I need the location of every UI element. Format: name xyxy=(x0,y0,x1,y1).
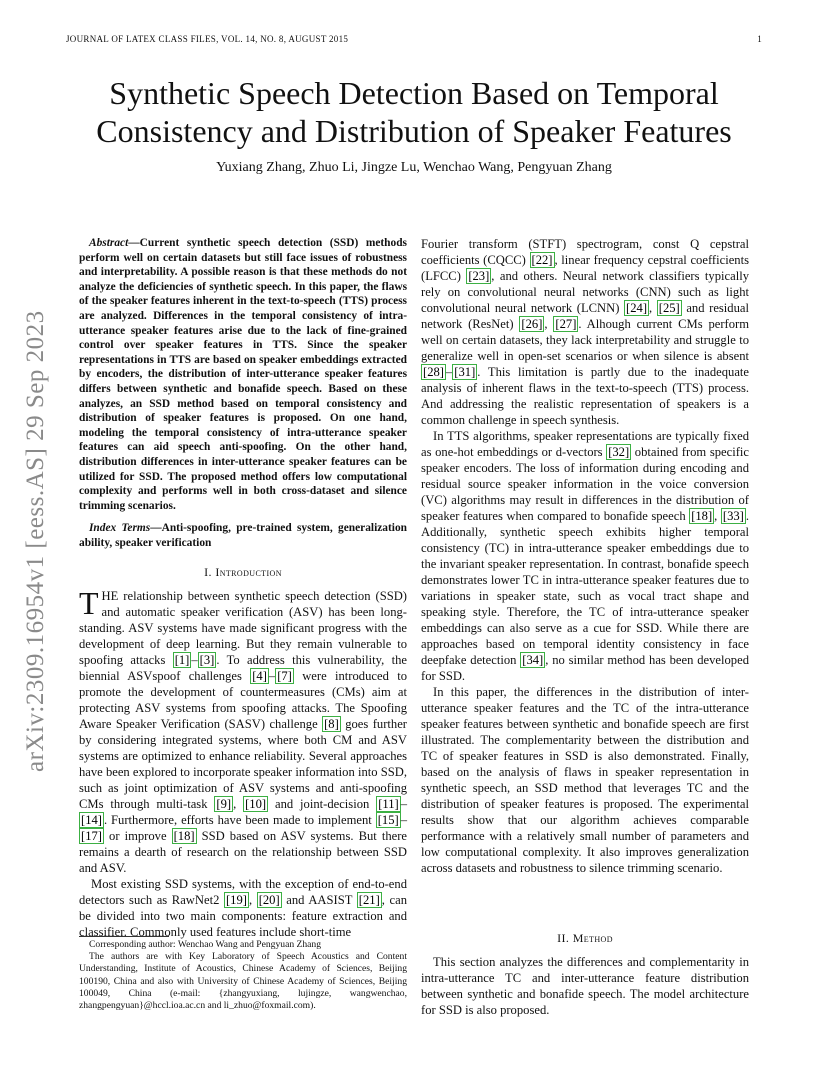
title-line-2: Consistency and Distribution of Speaker Features xyxy=(96,113,732,149)
citation-link[interactable]: [20] xyxy=(258,893,280,908)
text-run: SSD based on ASV systems. But there remains a dearth of research on the relationship between SSD and ASV. xyxy=(79,829,407,876)
text-run: , xyxy=(544,317,554,331)
citation-link[interactable]: [23] xyxy=(468,269,490,283)
citation-link[interactable]: [18] xyxy=(691,509,713,523)
abstract xyxy=(79,236,407,513)
citation-link[interactable]: [10] xyxy=(245,797,267,812)
right-column xyxy=(421,236,749,876)
right-paragraph-1 xyxy=(421,236,749,428)
text-run: , xyxy=(233,797,244,812)
text-run: Most existing SSD systems, with the exception of end-to-end detectors such as RawNet2 xyxy=(79,877,407,908)
text-run: . Furthermore, efforts have been made to implement xyxy=(103,813,376,828)
drop-cap: T xyxy=(79,585,99,622)
citation-link[interactable]: [4] xyxy=(252,669,267,684)
abstract-lead: Abstract xyxy=(89,237,129,249)
text-run: goes further by considering integrated systems, where both CM and ASV systems are optimized to enhance reliability. Several approaches have been explored to incorporate speaker information into SSD, such as joint optimization of ASV systems and anti-spoofing CMs through multi-task xyxy=(79,717,407,812)
text-run: HE relationship between synthetic speech detection (SSD) and automatic speaker verification (ASV) has been long-standing. ASV systems have made significant progress with the development of deep learning. But they remain vulnerable to spoofing attacks xyxy=(79,589,407,668)
text-run: , no similar method has been developed for SSD. xyxy=(421,653,749,683)
citation-link[interactable]: [7] xyxy=(277,669,292,684)
citation-link[interactable]: [33] xyxy=(722,509,744,523)
citation-link[interactable]: [27] xyxy=(555,317,577,331)
citation-link[interactable]: [25] xyxy=(658,301,680,315)
citation-link[interactable]: [18] xyxy=(173,829,195,844)
text-run: . To address this vulnerability, the biennial ASVspoof challenges xyxy=(79,653,408,684)
citation-link[interactable]: [9] xyxy=(216,797,232,812)
right-paragraph-2 xyxy=(421,428,749,684)
text-run: were introduced to promote the development of countermeasures (CMs) aim at protecting ASV systems from spoofing attacks. The Spoofing Aware Speaker Verification (SASV) challenge xyxy=(79,669,407,732)
text-run: , can be divided into two main components: feature extraction and classifier. Commonly used features include short-time xyxy=(79,893,407,940)
text-run: . Additionally, synthetic speech exhibits higher temporal consistency (TC) in intra-utterance speaker embeddings due to the invariant speaker representation. In contrast, bonafide speech demonstrates lower TC in intra-utterance speaker features due to variations in speaker state, such as vocal tract shape and speaking style. Therefore, the TC of intra-utterance speaker embeddings can also serve as a cue for SSD. While there are approaches based on temporal identity consistency in face deepfake detection xyxy=(421,509,750,667)
running-header xyxy=(66,34,762,48)
citation-link[interactable]: [3] xyxy=(199,653,215,668)
text-run: , xyxy=(248,893,257,908)
text-run: and residual network (ResNet) xyxy=(421,301,749,331)
index-terms-text: —Anti-spoofing, pre-trained system, generalization ability, speaker verification xyxy=(79,522,407,549)
footnote-divider xyxy=(79,936,169,937)
left-column xyxy=(79,236,407,940)
text-run: , linear frequency cepstral coefficients (LFCC) xyxy=(421,253,749,283)
arxiv-stamp: arXiv:2309.16954v1 [eess.AS] 29 Sep 2023 xyxy=(22,310,49,772)
citation-link[interactable]: [24] xyxy=(626,301,648,315)
section-heading-method xyxy=(421,930,749,946)
citation-link[interactable]: [19] xyxy=(225,893,247,908)
paper-title xyxy=(60,74,768,150)
index-terms-lead: Index Terms xyxy=(89,522,151,535)
author-list: Yuxiang Zhang, Zhuo Li, Jingze Lu, Wenchao Wang, Pengyuan Zhang xyxy=(216,160,612,175)
text-run: . Alhough current CMs perform well on certain datasets, they lack interpretability and struggle to generalize well in open-set scenarios or when silence is absent xyxy=(421,317,750,363)
footnote-affiliation: The authors are with Key Laboratory of Speech Acoustics and Content Understanding, Institute of Acoustics, Chinese Academy of Sciences, Beijing 100190, China and also with University of Chinese Academy of Sciences, Beijing 100049, China (e-mail: {zhangyuxiang, lujingze, wangwenchao, zhangpengyuan}@hccl.ioa.ac.cn and li_zhuo@foxmail.com). xyxy=(79,951,407,1012)
citation-link[interactable]: [22] xyxy=(531,253,553,267)
section-title: Method xyxy=(572,931,613,945)
citation-link[interactable]: [1] xyxy=(174,653,190,668)
text-run: , xyxy=(649,301,657,315)
index-terms xyxy=(79,521,407,550)
section-number: II. xyxy=(557,931,570,945)
section-number: I. xyxy=(204,565,212,580)
text-run: – xyxy=(400,797,407,812)
method-paragraph-1: This section analyzes the differences and complementarity in intra-utterance TC and inter-utterance feature distribution between synthetic and bonafide speech. The model architecture for SSD is also proposed. xyxy=(421,955,749,1017)
citation-link[interactable]: [31] xyxy=(454,365,476,379)
footnote-corresponding: Corresponding author: Wenchao Wang and Pengyuan Zhang xyxy=(89,939,322,950)
page-number: 1 xyxy=(757,34,762,44)
citation-link[interactable]: [34] xyxy=(522,653,544,667)
text-run: – xyxy=(400,813,407,828)
right-paragraph-3: In this paper, the differences in the distribution of inter-utterance speaker features and the TC of the intra-utterance speaker features between synthetic and bonafide speech are first illustrated. The complementarity between the distribution and TC of speaker features in SSD is also demonstrated. Finally, based on the analysis of flaws in speaker representation in synthetic speech, an SSD method that leverages TC and the distribution of speaker features is proposed. The experimental results show that our algorithm achieves comparable performance with a relatively small number of parameters and low computational complexity. It also improves generalization across datasets and robustness to silence trimming scenario. xyxy=(421,685,749,875)
text-run: and AASIST xyxy=(281,893,357,908)
text-run: or improve xyxy=(103,829,172,844)
text-run: – xyxy=(268,669,276,684)
citation-link[interactable]: [14] xyxy=(81,813,102,828)
intro-paragraph-1 xyxy=(79,585,408,876)
method-section xyxy=(421,918,749,1018)
citation-link[interactable]: [17] xyxy=(81,829,102,844)
text-run: In TTS algorithms, speaker representations are typically fixed as one-hot embeddings or d-vectors xyxy=(421,429,749,459)
citation-link[interactable]: [32] xyxy=(608,445,630,459)
section-title: Introduction xyxy=(215,565,282,580)
text-run: – xyxy=(191,653,198,668)
text-run: , and others. Neural network classifiers typically rely on convolutional neural networks (CNN) such as light convolutional neural network (LCNN) xyxy=(421,269,749,315)
text-run: Fourier transform (STFT) spectrogram, const Q cepstral coefficients (CQCC) xyxy=(421,237,749,267)
text-run: . This limitation is partly due to the inadequate analysis of inherent flaws in the text-to-speech (TTS) process. And addressing the realistic representation of speakers is a common challenge in speech synthesis. xyxy=(421,365,749,427)
citation-link[interactable]: [8] xyxy=(324,717,339,732)
title-line-1: Synthetic Speech Detection Based on Temporal xyxy=(109,75,719,111)
intro-paragraph-2 xyxy=(79,876,407,940)
text-run: – xyxy=(445,365,453,379)
journal-name: JOURNAL OF LATEX CLASS FILES, VOL. 14, NO. 8, AUGUST 2015 xyxy=(66,34,349,44)
citation-link[interactable]: [15] xyxy=(377,813,399,828)
citation-link[interactable]: [11] xyxy=(378,797,399,812)
section-heading-introduction xyxy=(79,564,407,580)
footnotes xyxy=(79,939,407,1012)
abstract-text: —Current synthetic speech detection (SSD) methods perform well on certain datasets but still face issues of robustness and interpretability. A possible reason is that these methods do not analyze the deficiencies of synthetic speech. In this paper, the flaws of the speaker features inherent in the text-to-speech (TTS) process are analyzed. Differences in the temporal consistency of intra-utterance speaker features arise due to the lack of fine-grained control over speaker features in TTS. Since the speaker representations in TTS are based on speaker embeddings extracted by encoders, the distribution of inter-utterance speaker features differs between synthetic and bonafide speech. Based on these analyzes, an SSD method based on temporal consistency and distribution of speaker features is proposed. On one hand, modeling the temporal consistency of intra-utterance speaker features can aid speech anti-spoofing. On the other hand, distribution differences in inter-utterance speaker features can be utilized for SSD. The proposed method offers low computational complexity and performs well in both cross-dataset and silence trimming scenarios. xyxy=(79,237,407,512)
citation-link[interactable]: [21] xyxy=(358,893,380,908)
text-run: , xyxy=(714,509,721,523)
text-run: and joint-decision xyxy=(268,797,377,812)
text-run: obtained from specific speaker encoders. The loss of information during encoding and residual source speaker information in the voice conversion (VC) algorithms may result in differences in the distribution of speaker features when compared to bonafide speech xyxy=(421,445,749,523)
citation-link[interactable]: [28] xyxy=(423,365,444,379)
citation-link[interactable]: [26] xyxy=(521,317,543,331)
